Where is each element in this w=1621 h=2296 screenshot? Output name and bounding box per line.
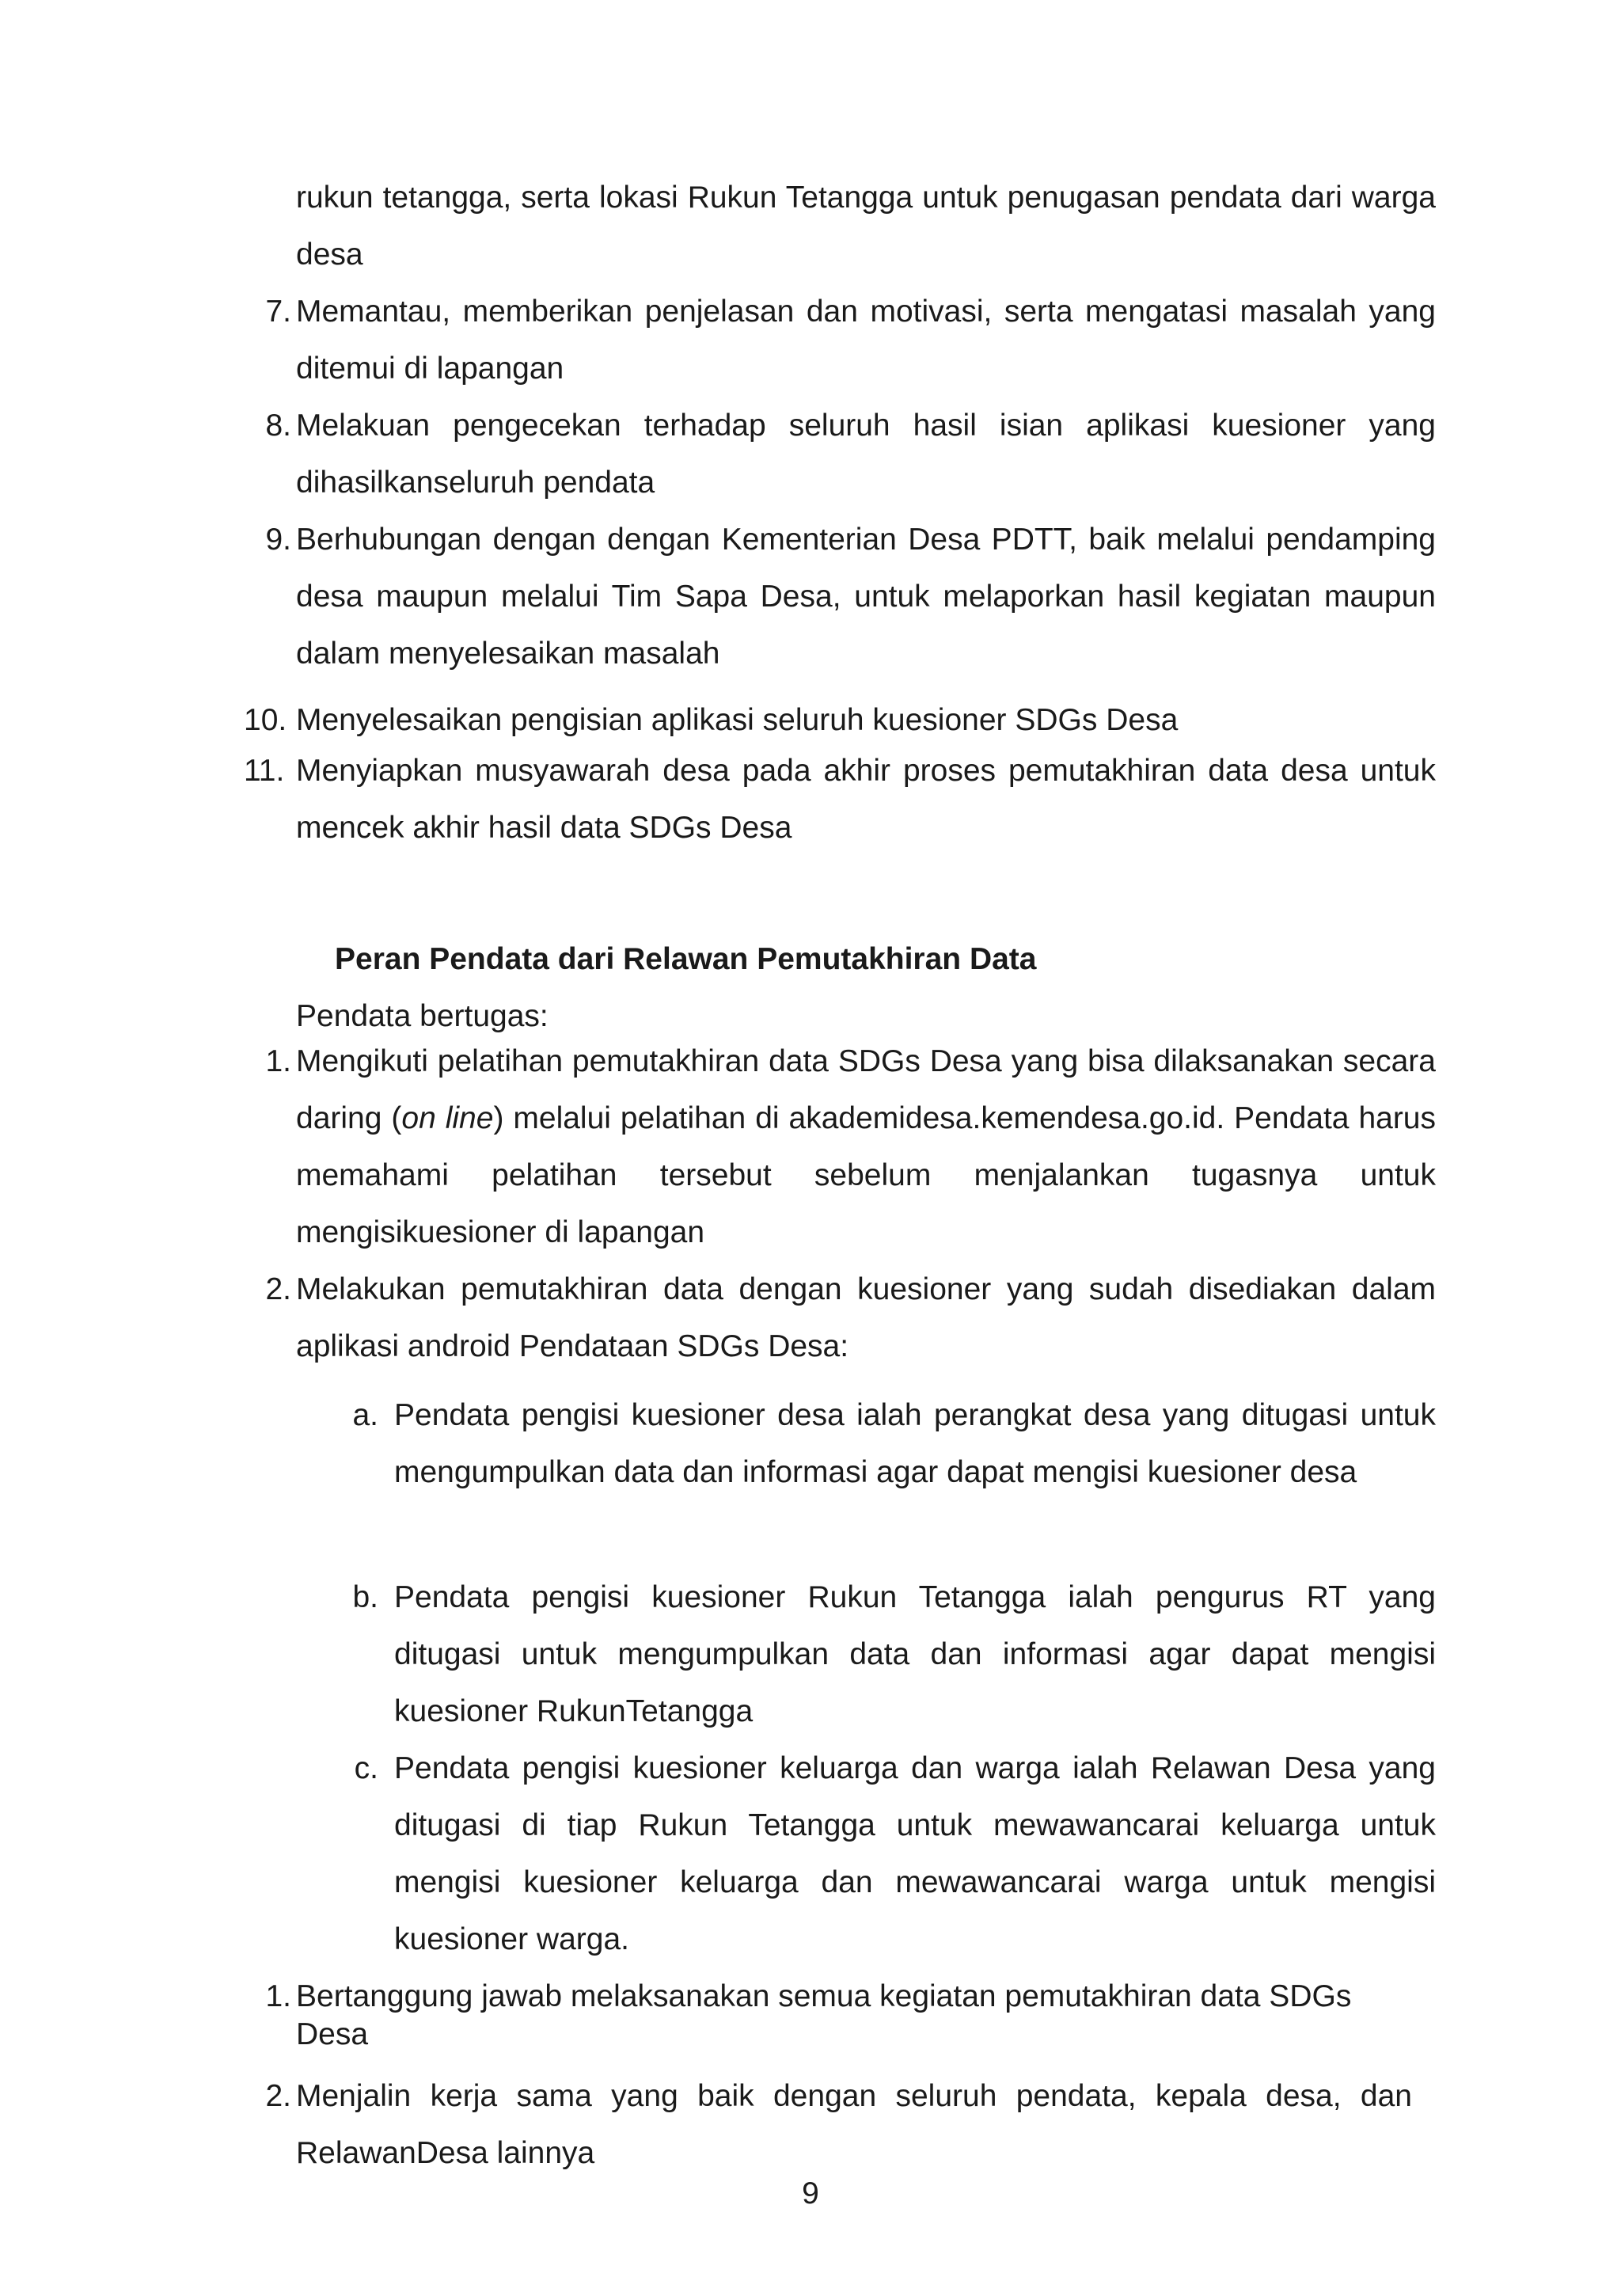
page-number: 9	[802, 2176, 819, 2210]
list-item-text: Menyelesaikan pengisian aplikasi seluruh kuesioner SDGs Desa	[296, 703, 1179, 737]
list-item-number: 10.	[244, 703, 287, 737]
section-heading: Peran Pendata dari Relawan Pemutakhiran Data	[335, 942, 1037, 976]
list-item	[265, 1261, 1436, 1375]
list-item-number: 2.	[265, 1272, 291, 1306]
sub-item-letter: b.	[352, 1580, 378, 1614]
list-item-number: 11.	[244, 754, 285, 788]
sub-item-text: Pendata pengisi kuesioner desa ialah perangkat desa yang ditugasi untuk mengumpulkan data dan informasi agar dapat mengisi kuesioner desa	[394, 1398, 1436, 1489]
sub-list-item	[354, 1740, 1436, 1968]
list-item-text: rukun tetangga, serta lokasi Rukun Tetangga untuk penugasan pendata dari warga desa	[296, 181, 1436, 272]
list-item-number: 9.	[265, 523, 291, 557]
list-item-text: Melakukan pemutakhiran data dengan kuesioner yang sudah disediakan dalam aplikasi android Pendataan SDGs Desa:	[296, 1272, 1436, 1363]
intro-text: Pendata bertugas:	[296, 999, 549, 1033]
list-item-text: Menyiapkan musyawarah desa pada akhir proses pemutakhiran data desa untuk mencek akhir hasil data SDGs Desa	[296, 754, 1436, 845]
list-item-text: Bertanggung jawab melaksanakan semua kegiatan pemutakhiran data SDGs Desa	[296, 1979, 1352, 2051]
list-item-number: 7.	[265, 295, 291, 329]
sub-item-letter: a.	[352, 1398, 378, 1432]
list-item	[265, 511, 1436, 692]
list-item-number: 1.	[265, 1044, 291, 1078]
sub-item-text: Pendata pengisi kuesioner Rukun Tetangga ialah pengurus RT yang ditugasi untuk mengumpulkan data dan informasi agar dapat mengisi kuesioner RukunTetangga	[394, 1580, 1436, 1728]
tail-list	[265, 1978, 1412, 2182]
section-list	[265, 1033, 1436, 1375]
list-item-text: Mengikuti pelatihan pemutakhiran data SDGs Desa yang bisa dilaksanakan secara daring (	[296, 1044, 1436, 1135]
list-item-text: Menjalin kerja sama yang baik dengan seluruh pendata, kepala desa, dan RelawanDesa lainnya	[296, 2079, 1412, 2170]
list-item-number: 8.	[265, 409, 291, 443]
sub-item-letter: c.	[354, 1751, 378, 1785]
sub-list	[352, 1387, 1436, 1968]
list-item	[244, 743, 1436, 857]
sub-item-text: Pendata pengisi kuesioner keluarga dan warga ialah Relawan Desa yang ditugasi di tiap Rukun Tetangga untuk mewawancarai keluarga untuk mengisi kuesioner keluarga dan mewawancarai warga untuk mengisi kuesioner warga.	[394, 1751, 1436, 1956]
list-item	[296, 169, 1436, 283]
sub-list-item	[352, 1569, 1436, 1740]
sub-list-item	[352, 1387, 1436, 1569]
list-item-italic-text: on line	[401, 1101, 494, 1135]
list-item-text: ) melalui pelatihan di akademidesa.kemendesa.go.id. Pendata harus memahami pelatihan tersebut sebelum menjalankan tugasnya untuk mengisikuesioner di lapangan	[296, 1101, 1436, 1249]
list-item	[265, 283, 1436, 397]
list-item-text: Melakuan pengecekan terhadap seluruh hasil isian aplikasi kuesioner yang dihasilkanseluruh pendata	[296, 409, 1436, 500]
list-item-text: Berhubungan dengan dengan Kementerian Desa PDTT, baik melalui pendamping desa maupun melalui Tim Sapa Desa, untuk melaporkan hasil kegiatan maupun dalam menyelesaikan masalah	[296, 523, 1436, 671]
list-item	[244, 692, 1436, 743]
list-item-number: 2.	[265, 2079, 291, 2113]
list-item	[265, 397, 1436, 511]
list-item-number: 1.	[265, 1979, 291, 2013]
list-item	[265, 1978, 1412, 2077]
list-item-text: Memantau, memberikan penjelasan dan motivasi, serta mengatasi masalah yang ditemui di lapangan	[296, 295, 1436, 386]
top-list	[244, 169, 1436, 857]
list-item	[265, 1033, 1436, 1261]
